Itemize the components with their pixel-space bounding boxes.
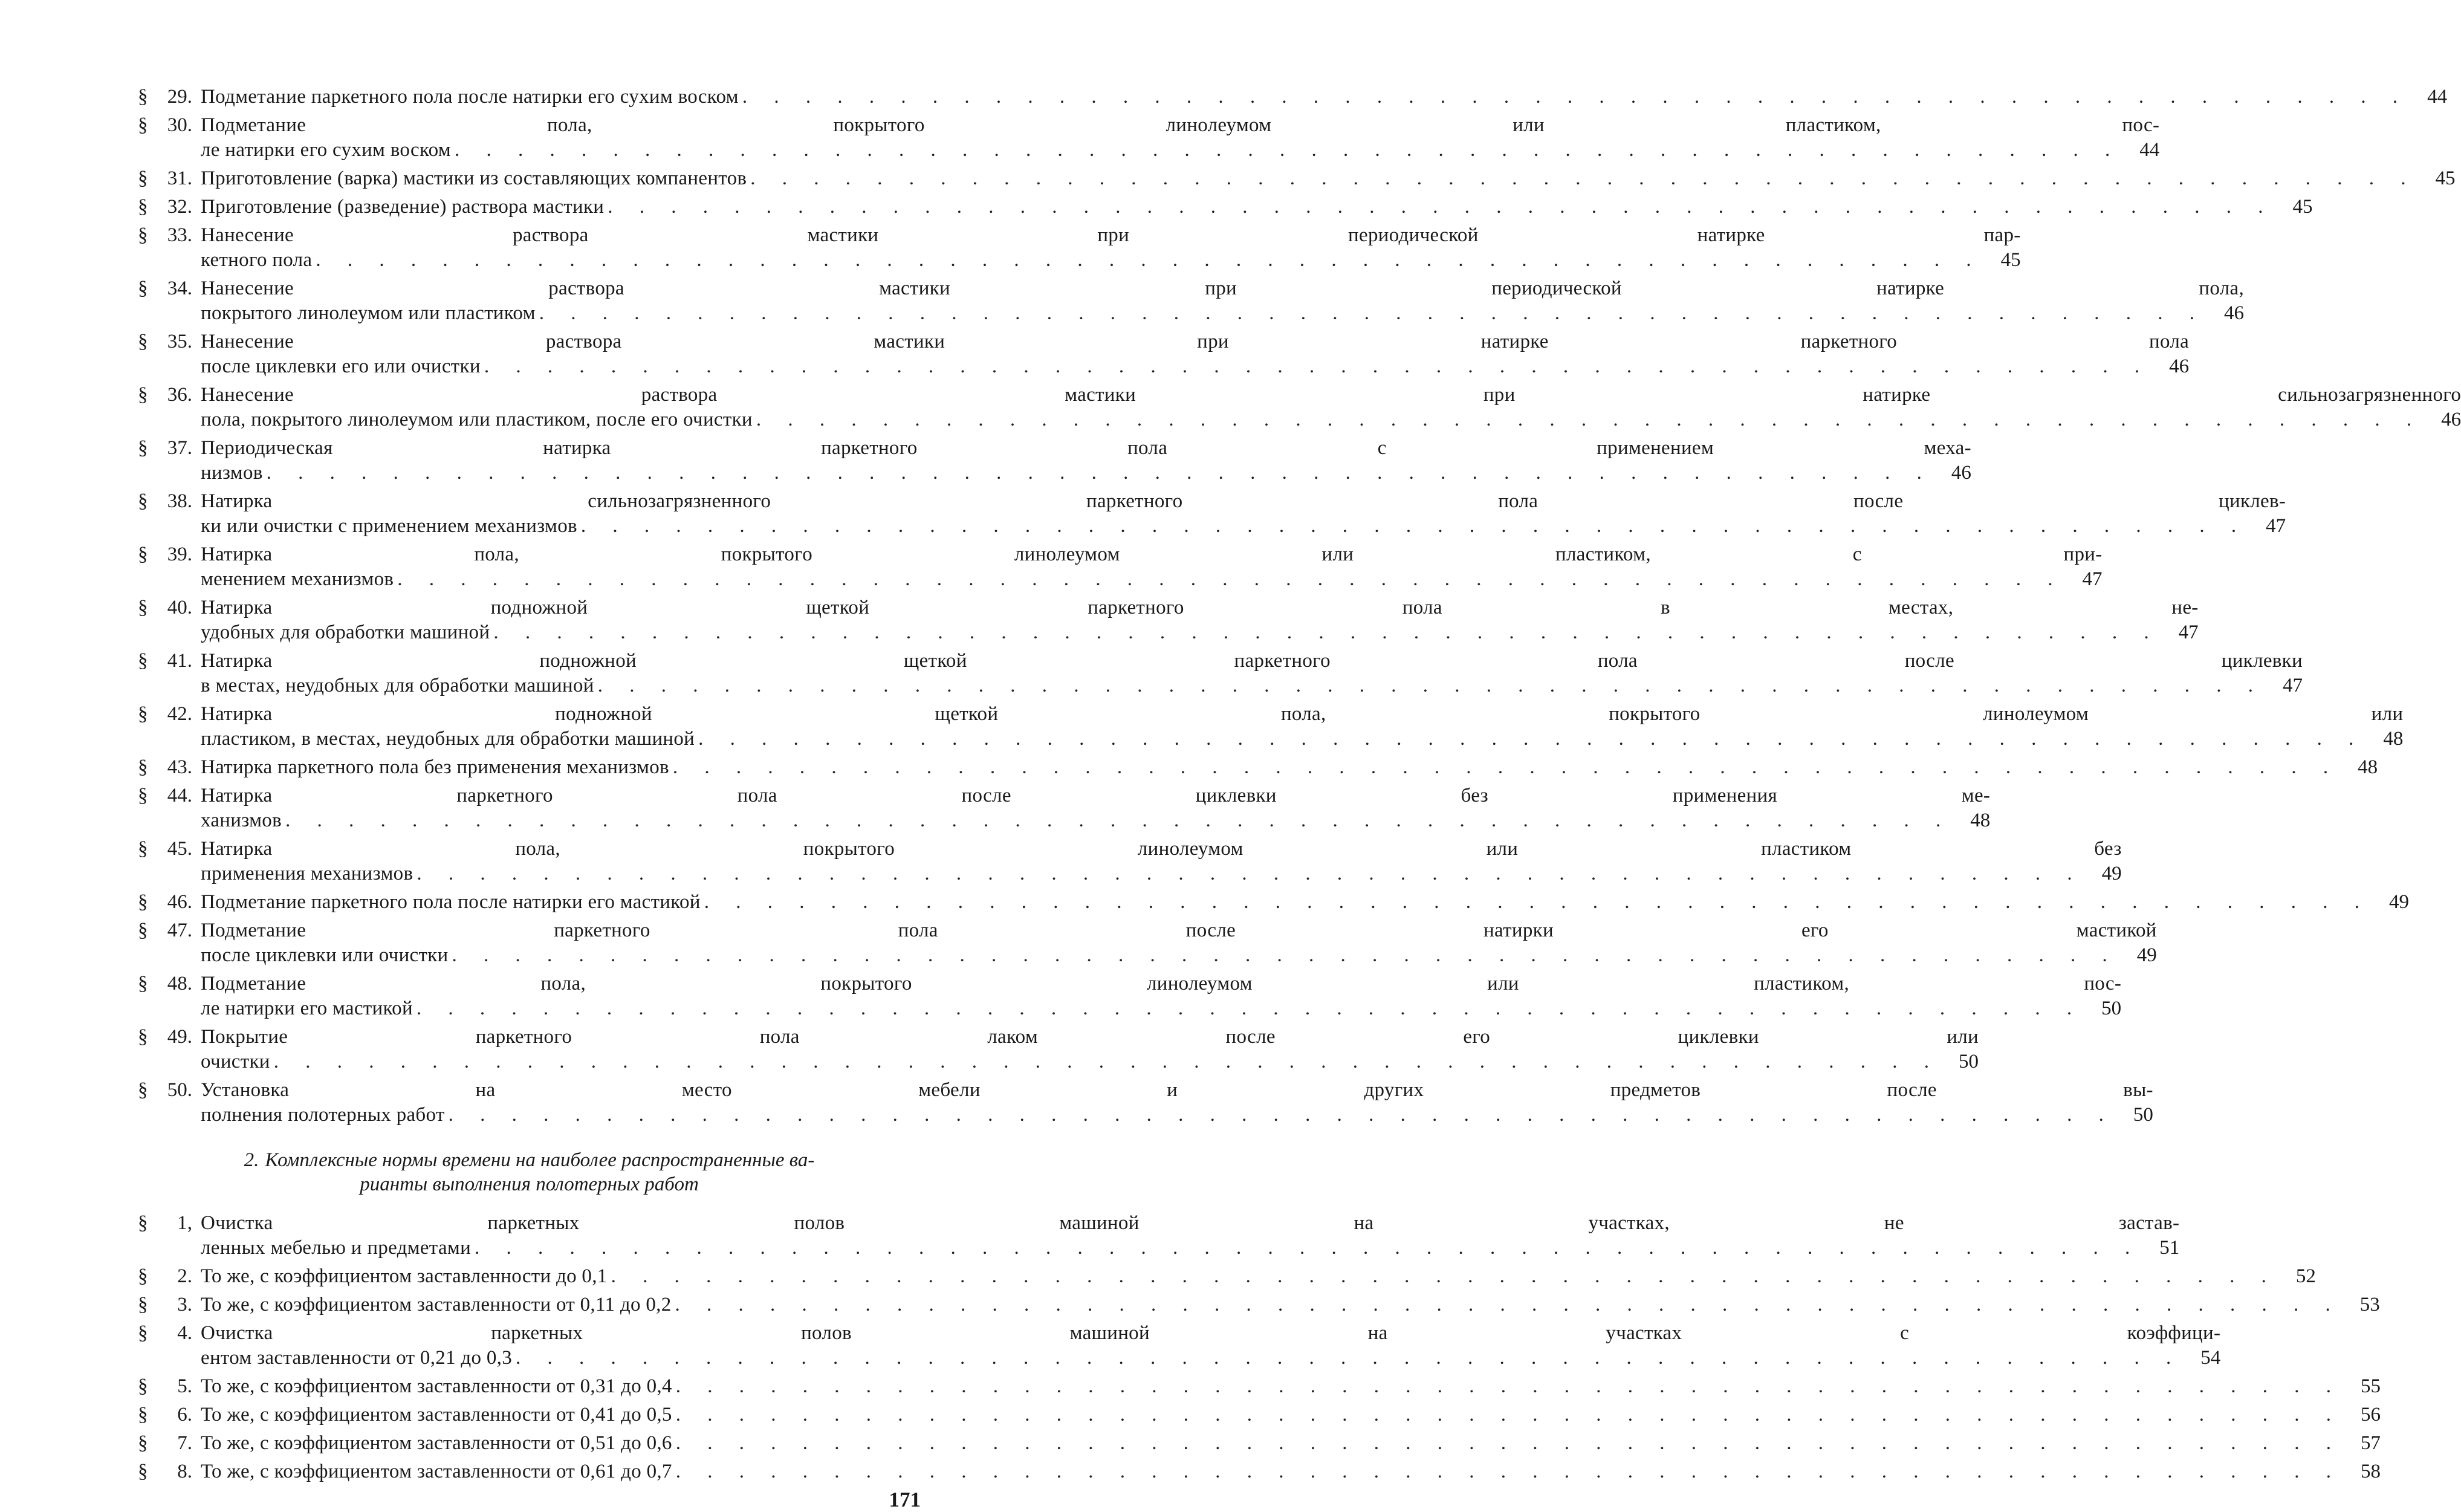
toc-entry-number: 30. bbox=[167, 114, 192, 136]
section-sign: § bbox=[138, 973, 148, 994]
toc-entry-title: ки или очистки с применением механизмов bbox=[201, 515, 577, 537]
toc-entry-page: 54 bbox=[2200, 1347, 2221, 1369]
toc-entry-number: 48. bbox=[167, 973, 192, 994]
toc-entry-last-line bbox=[201, 195, 2313, 219]
toc-entry-line: Натирка подножной щеткой пола, покрытого линолеумом или bbox=[201, 703, 2404, 725]
toc-entry bbox=[138, 1374, 2381, 1399]
toc-entry-text bbox=[201, 489, 2286, 539]
toc-entry-number: 47. bbox=[167, 920, 192, 941]
toc-entry-title: удобных для обработки машиной bbox=[201, 621, 490, 643]
section-sign: § bbox=[138, 1212, 148, 1234]
toc-entry-line: Нанесение раствора мастики при натирке паркетного пола bbox=[201, 331, 2190, 352]
dot-leader bbox=[698, 727, 2364, 751]
toc-entry-title: То же, с коэффициентом заставленности от 0,41 до 0,5 bbox=[201, 1404, 672, 1426]
section-sign: § bbox=[138, 785, 148, 806]
toc-entry-title: Подметание паркетного пола после натирки его сухим воском bbox=[201, 86, 739, 108]
dot-leader bbox=[493, 620, 2159, 645]
dot-leader bbox=[449, 1103, 2115, 1128]
toc-entry-number: 31. bbox=[167, 167, 192, 189]
toc-entry bbox=[138, 195, 2313, 219]
toc-entry-text bbox=[201, 1431, 2381, 1456]
dot-leader bbox=[516, 1346, 2182, 1371]
toc-entry-last-line bbox=[201, 138, 2159, 163]
toc-entry-title: покрытого линолеумом или пластиком bbox=[201, 302, 536, 324]
toc-entry-page: 44 bbox=[2139, 139, 2160, 161]
dot-leader bbox=[676, 1403, 2342, 1427]
toc-entry-page: 50 bbox=[1959, 1051, 1979, 1072]
dot-leader bbox=[675, 1293, 2341, 1317]
toc-entry-last-line bbox=[201, 461, 1971, 485]
toc-entry-last-line bbox=[201, 620, 2199, 645]
toc-entry-title: То же, с коэффициентом заставленности от 0,31 до 0,4 bbox=[201, 1375, 672, 1397]
toc-entry bbox=[138, 113, 2160, 163]
toc-entry-number: 44. bbox=[167, 785, 192, 806]
toc-entry-title: То же, с коэффициентом заставленности от 0,51 до 0,6 bbox=[201, 1432, 672, 1454]
toc-entry-text bbox=[201, 918, 2157, 968]
section-sign: § bbox=[138, 114, 148, 136]
toc-section-2 bbox=[138, 1211, 2381, 1484]
toc-entry bbox=[138, 223, 2021, 273]
section-sign: § bbox=[138, 891, 148, 913]
toc-entry-page: 45 bbox=[2292, 196, 2313, 218]
toc-entry-text bbox=[201, 329, 2189, 379]
dot-leader bbox=[581, 514, 2247, 539]
dot-leader bbox=[274, 1050, 1940, 1074]
dot-leader bbox=[704, 890, 2370, 915]
toc-entry-title: пола, покрытого линолеумом или пластиком, после его очистки bbox=[201, 409, 753, 430]
toc-entry-title: ле натирки его мастикой bbox=[201, 998, 413, 1019]
section-sign: § bbox=[138, 167, 148, 189]
toc-entry-number: 3. bbox=[177, 1294, 192, 1316]
toc-entry-last-line bbox=[201, 673, 2303, 698]
toc-entry-last-line bbox=[201, 301, 2244, 326]
toc-entry-text bbox=[201, 1264, 2316, 1289]
section-sign: § bbox=[138, 1079, 148, 1101]
dot-leader bbox=[316, 248, 1982, 273]
toc-entry-line: Очистка паркетных полов машиной на участках, не застав- bbox=[201, 1212, 2180, 1234]
toc-entry bbox=[138, 1431, 2381, 1456]
toc-entry-number: 38. bbox=[167, 490, 192, 512]
toc-entry-number: 37. bbox=[167, 437, 192, 459]
toc-entry-last-line bbox=[201, 354, 2189, 379]
toc-entry-title: в местах, неудобных для обработки машиной bbox=[201, 675, 594, 696]
toc-entry-text bbox=[201, 1025, 1979, 1074]
toc-entry-text bbox=[201, 436, 1971, 485]
dot-leader bbox=[750, 166, 2416, 191]
section-sign: § bbox=[138, 384, 148, 406]
toc-entry-title: Приготовление (разведение) раствора мастики bbox=[201, 196, 605, 218]
toc-entry-last-line bbox=[201, 890, 2409, 915]
toc-entry bbox=[138, 436, 1971, 485]
toc-entry-number: 36. bbox=[167, 384, 192, 406]
toc-entry-line: Покрытие паркетного пола лаком после его циклевки или bbox=[201, 1026, 1979, 1048]
dot-leader bbox=[267, 461, 1933, 485]
toc-entry-last-line bbox=[201, 808, 1990, 833]
toc-entry-text bbox=[201, 702, 2403, 751]
toc-entry bbox=[138, 595, 2199, 645]
toc-entry-text bbox=[201, 195, 2313, 219]
toc-entry-page: 47 bbox=[2082, 568, 2103, 590]
toc-entry bbox=[138, 1025, 1979, 1074]
toc-entry-text bbox=[201, 113, 2159, 163]
toc-entry-last-line bbox=[201, 166, 2456, 191]
toc-entry-title: ентом заставленности от 0,21 до 0,3 bbox=[201, 1347, 513, 1369]
toc-entry-number: 7. bbox=[177, 1432, 192, 1454]
toc-entry-line: Подметание пола, покрытого линолеумом или пластиком, пос- bbox=[201, 973, 2122, 994]
toc-entry-last-line bbox=[201, 248, 2021, 273]
section-sign: § bbox=[138, 331, 148, 352]
page-number: 171 bbox=[889, 1488, 921, 1511]
toc-entry-page: 50 bbox=[2133, 1104, 2153, 1126]
toc-entry bbox=[138, 542, 2103, 592]
dot-leader bbox=[539, 301, 2205, 326]
toc-entry-line: Натирка пола, покрытого линолеумом или пластиком, с при- bbox=[201, 543, 2103, 565]
toc-entry-text bbox=[201, 383, 2461, 432]
toc-entry-title: после циклевки или очистки bbox=[201, 944, 449, 966]
toc-entry-text bbox=[201, 784, 1990, 833]
toc-entry-last-line bbox=[201, 1403, 2381, 1427]
toc-entry bbox=[138, 1293, 2380, 1317]
toc-entry-last-line bbox=[201, 1236, 2179, 1261]
toc-entry-number: 49. bbox=[167, 1026, 192, 1048]
section-sign: § bbox=[138, 1375, 148, 1397]
toc-entry-last-line bbox=[201, 943, 2157, 968]
toc-entry-last-line bbox=[201, 861, 2122, 886]
dot-leader bbox=[285, 808, 1951, 833]
toc-entry-page: 50 bbox=[2101, 998, 2122, 1019]
toc-entry bbox=[138, 890, 2409, 915]
dot-leader bbox=[608, 195, 2274, 219]
toc-entry bbox=[138, 702, 2404, 751]
section-sign: § bbox=[138, 838, 148, 860]
toc-entry-page: 47 bbox=[2266, 515, 2286, 537]
toc-entry-number: 34. bbox=[167, 277, 192, 299]
toc-entry-page: 47 bbox=[2178, 621, 2199, 643]
toc-entry-number: 39. bbox=[167, 543, 192, 565]
toc-entry-page: 57 bbox=[2360, 1432, 2381, 1454]
toc-entry-title: применения механизмов bbox=[201, 863, 413, 884]
toc-entry-page: 48 bbox=[2358, 756, 2378, 778]
section-sign: § bbox=[138, 1432, 148, 1454]
toc-entry-text bbox=[201, 1321, 2220, 1371]
toc-entry-page: 51 bbox=[2159, 1237, 2180, 1259]
toc-entry-line: Подметание пола, покрытого линолеумом или пластиком, пос- bbox=[201, 114, 2160, 136]
toc-entry-last-line bbox=[201, 1374, 2381, 1399]
toc-entry bbox=[138, 276, 2245, 326]
toc-entry-title: полнения полотерных работ bbox=[201, 1104, 445, 1126]
toc-entry-number: 6. bbox=[177, 1404, 192, 1426]
toc-entry bbox=[138, 1078, 2153, 1128]
dot-leader bbox=[417, 861, 2083, 886]
toc-entry-number: 41. bbox=[167, 650, 192, 672]
dot-leader bbox=[417, 996, 2083, 1021]
toc-entry-text bbox=[201, 890, 2409, 915]
section-heading-line-2: рианты выполнения полотерных работ bbox=[360, 1173, 699, 1195]
dot-leader bbox=[742, 85, 2408, 109]
section-sign: § bbox=[138, 756, 148, 778]
toc-section-1 bbox=[138, 85, 2461, 1128]
toc-entry bbox=[138, 784, 1991, 833]
toc-entry-number: 5. bbox=[177, 1375, 192, 1397]
toc-entry-page: 46 bbox=[2441, 409, 2461, 430]
dot-leader bbox=[475, 1236, 2141, 1261]
toc-entry-number: 1, bbox=[177, 1212, 192, 1234]
toc-entry-title: ле натирки его сухим воском bbox=[201, 139, 451, 161]
dot-leader bbox=[598, 673, 2264, 698]
toc-entry bbox=[138, 489, 2286, 539]
toc-entry-last-line bbox=[201, 1050, 1979, 1074]
toc-entry-title: Натирка паркетного пола без применения механизмов bbox=[201, 756, 669, 778]
toc-entry-line: Нанесение раствора мастики при периодической натирке пола, bbox=[201, 277, 2245, 299]
section-sign: § bbox=[138, 597, 148, 618]
toc-entry-text bbox=[201, 1403, 2381, 1427]
toc-entry-last-line bbox=[201, 1103, 2153, 1128]
toc-entry-line: Натирка паркетного пола после циклевки без применения ме- bbox=[201, 785, 1991, 806]
toc-entry-text bbox=[201, 595, 2199, 645]
toc-entry-title: низмов bbox=[201, 462, 263, 484]
toc-entry-number: 29. bbox=[167, 86, 192, 108]
toc-entry-page: 46 bbox=[1951, 462, 1971, 484]
toc-entry bbox=[138, 166, 2456, 191]
section-sign: § bbox=[138, 277, 148, 299]
toc-entry-page: 49 bbox=[2388, 891, 2409, 913]
toc-entry-title: менением механизмов bbox=[201, 568, 394, 590]
section-heading-line-1: Комплексные нормы времени на наиболее распространенные ва- bbox=[265, 1149, 815, 1171]
toc-entry-text bbox=[201, 649, 2303, 698]
toc-entry bbox=[138, 85, 2448, 109]
toc-entry-last-line bbox=[201, 407, 2461, 432]
toc-entry-title: То же, с коэффициентом заставленности от 0,61 до 0,7 bbox=[201, 1461, 672, 1482]
toc-entry bbox=[138, 1459, 2381, 1484]
toc-entry-text bbox=[201, 1211, 2179, 1261]
toc-entry-text bbox=[201, 223, 2021, 273]
toc-entry-text bbox=[201, 166, 2456, 191]
toc-entry-text bbox=[201, 837, 2122, 886]
toc-entry-page: 49 bbox=[2136, 944, 2157, 966]
toc-entry bbox=[138, 649, 2303, 698]
toc-entry-page: 44 bbox=[2427, 86, 2448, 108]
section-sign: § bbox=[138, 86, 148, 108]
toc-entry-text bbox=[201, 542, 2103, 592]
section-heading bbox=[138, 1148, 921, 1196]
toc-entry-last-line bbox=[201, 1431, 2381, 1456]
toc-entry-number: 46. bbox=[167, 891, 192, 913]
dot-leader bbox=[484, 354, 2150, 379]
toc-entry-number: 45. bbox=[167, 838, 192, 860]
toc-entry-number: 2. bbox=[177, 1265, 192, 1287]
toc-entry-text bbox=[201, 85, 2447, 109]
toc-entry-last-line bbox=[201, 514, 2286, 539]
toc-entry-line: Очистка паркетных полов машиной на участках с коэффици- bbox=[201, 1322, 2221, 1344]
section-sign: § bbox=[138, 650, 148, 672]
toc-entry-title: Приготовление (варка) мастики из составляющих компанентов bbox=[201, 167, 747, 189]
toc-entry-last-line bbox=[201, 1264, 2316, 1289]
section-sign: § bbox=[138, 1026, 148, 1048]
toc-entry-line: Установка на место мебели и других предметов после вы- bbox=[201, 1079, 2153, 1101]
toc-entry bbox=[138, 1264, 2316, 1289]
toc-entry-number: 40. bbox=[167, 597, 192, 618]
toc-entry-number: 35. bbox=[167, 331, 192, 352]
toc-entry-page: 56 bbox=[2360, 1404, 2381, 1426]
section-sign: § bbox=[138, 1265, 148, 1287]
toc-entry-page: 48 bbox=[1970, 810, 1991, 831]
dot-leader bbox=[397, 567, 2063, 592]
toc-entry-title: ханизмов bbox=[201, 810, 282, 831]
toc-entry-last-line bbox=[201, 727, 2403, 751]
dot-leader bbox=[756, 407, 2422, 432]
toc-entry-last-line bbox=[201, 755, 2378, 780]
dot-leader bbox=[455, 138, 2121, 163]
toc-entry-line: Нанесение раствора мастики при периодической натирке пар- bbox=[201, 224, 2021, 246]
section-sign: § bbox=[138, 703, 148, 725]
toc-entry-line: Натирка сильнозагрязненного паркетного пола после циклев- bbox=[201, 490, 2286, 512]
dot-leader bbox=[452, 943, 2118, 968]
toc-entry-page: 55 bbox=[2360, 1375, 2381, 1397]
dot-leader bbox=[676, 1374, 2342, 1399]
toc-entry-text bbox=[201, 755, 2378, 780]
section-sign: § bbox=[138, 196, 148, 218]
toc-entry-title: после циклевки его или очистки bbox=[201, 355, 481, 377]
toc-entry-number: 4. bbox=[177, 1322, 192, 1344]
toc-entry bbox=[138, 972, 2122, 1021]
toc-entry-text bbox=[201, 972, 2121, 1021]
toc-entry-text bbox=[201, 1374, 2381, 1399]
toc-entry-page: 46 bbox=[2224, 302, 2245, 324]
section-sign: § bbox=[138, 224, 148, 246]
toc-entry-title: То же, с коэффициентом заставленности до 0,1 bbox=[201, 1265, 608, 1287]
toc-entry-title: очистки bbox=[201, 1051, 270, 1072]
toc-entry-page: 47 bbox=[2282, 675, 2303, 696]
toc-entry-page: 53 bbox=[2359, 1294, 2380, 1316]
toc-entry-number: 50. bbox=[167, 1079, 192, 1101]
toc-entry-number: 32. bbox=[167, 196, 192, 218]
dot-leader bbox=[676, 1431, 2342, 1456]
toc-entry-page: 49 bbox=[2101, 863, 2122, 884]
toc-entry-line: Периодическая натирка паркетного пола с применением меха- bbox=[201, 437, 1971, 459]
section-sign: § bbox=[138, 490, 148, 512]
section-sign: § bbox=[138, 1461, 148, 1482]
dot-leader bbox=[611, 1264, 2277, 1289]
toc-entry-page: 58 bbox=[2360, 1461, 2381, 1482]
section-sign: § bbox=[138, 920, 148, 941]
toc-entry-page: 45 bbox=[2435, 167, 2456, 189]
toc-entry-text bbox=[201, 1459, 2381, 1484]
section-sign: § bbox=[138, 1294, 148, 1316]
toc-entry-line: Натирка подножной щеткой паркетного пола в местах, не- bbox=[201, 597, 2199, 618]
toc-entry-last-line bbox=[201, 1293, 2380, 1317]
dot-leader bbox=[676, 1459, 2342, 1484]
toc-entry-last-line bbox=[201, 567, 2103, 592]
toc-entry bbox=[138, 1211, 2180, 1261]
toc-entry-page: 52 bbox=[2295, 1265, 2316, 1287]
toc-entry-text bbox=[201, 276, 2244, 326]
toc-entry-line: Натирка подножной щеткой паркетного пола после циклевки bbox=[201, 650, 2303, 672]
toc-entry bbox=[138, 1321, 2221, 1371]
toc-entry-title: пластиком, в местах, неудобных для обработки машиной bbox=[201, 728, 695, 750]
toc-entry-title: кетного пола bbox=[201, 249, 313, 271]
section-sign: § bbox=[138, 1404, 148, 1426]
toc-entry-number: 42. bbox=[167, 703, 192, 725]
section-sign: § bbox=[138, 1322, 148, 1344]
toc-entry bbox=[138, 918, 2157, 968]
toc-entry-title: Подметание паркетного пола после натирки его мастикой bbox=[201, 891, 701, 913]
toc-entry-title: То же, с коэффициентом заставленности от 0,11 до 0,2 bbox=[201, 1294, 672, 1316]
toc-entry-text bbox=[201, 1078, 2153, 1128]
toc-entry-line: Натирка пола, покрытого линолеумом или пластиком без bbox=[201, 838, 2122, 860]
toc-entry bbox=[138, 329, 2190, 379]
toc-entry-line: Нанесение раствора мастики при натирке сильнозагрязненного bbox=[201, 384, 2461, 406]
toc-entry-page: 48 bbox=[2383, 728, 2404, 750]
toc-entry-last-line bbox=[201, 1459, 2381, 1484]
toc-entry-number: 33. bbox=[167, 224, 192, 246]
toc-entry bbox=[138, 383, 2461, 432]
toc-entry-number: 8. bbox=[177, 1461, 192, 1482]
toc-entry-title: ленных мебелью и предметами bbox=[201, 1237, 472, 1259]
dot-leader bbox=[673, 755, 2339, 780]
toc-entry-last-line bbox=[201, 85, 2447, 109]
section-heading-number: 2. bbox=[244, 1149, 259, 1171]
toc-entry bbox=[138, 755, 2378, 780]
document-page bbox=[138, 85, 2461, 1511]
toc-entry-last-line bbox=[201, 1346, 2220, 1371]
section-sign: § bbox=[138, 543, 148, 565]
toc-entry-line: Подметание паркетного пола после натирки его мастикой bbox=[201, 920, 2157, 941]
toc-entry-last-line bbox=[201, 996, 2121, 1021]
toc-entry-page: 46 bbox=[2169, 355, 2190, 377]
toc-entry-page: 45 bbox=[2000, 249, 2021, 271]
toc-entry-text bbox=[201, 1293, 2380, 1317]
section-sign: § bbox=[138, 437, 148, 459]
toc-entry-number: 43. bbox=[167, 756, 192, 778]
toc-entry bbox=[138, 1403, 2381, 1427]
toc-entry bbox=[138, 837, 2122, 886]
